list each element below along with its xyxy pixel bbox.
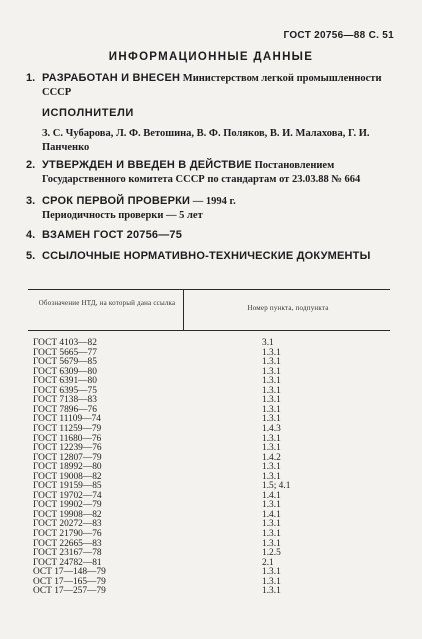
table-row	[33, 339, 353, 348]
section-1	[26, 71, 398, 100]
ntd-designation: ГОСТ 6391—80	[33, 376, 97, 387]
clause-number: 1.3.1	[262, 567, 281, 578]
ntd-designation: ГОСТ 19902—79	[33, 500, 102, 511]
section-number: 5.	[26, 250, 36, 262]
clause-number: 1.3.1	[262, 395, 281, 406]
table-row	[33, 444, 353, 453]
table-top-rule	[28, 289, 390, 290]
table-row	[33, 549, 353, 558]
ntd-designation: ГОСТ 6309—80	[33, 366, 97, 377]
section-text-line2: Периодичность проверки — 5 лет	[42, 210, 203, 221]
table-header-designation: Обозначение НТД, на который дана ссылка	[38, 299, 176, 307]
table-header-clause: Номер пункта, подпункта	[247, 304, 329, 312]
ntd-designation: ГОСТ 19008—82	[33, 471, 102, 482]
ntd-designation: ГОСТ 6395—75	[33, 385, 97, 396]
ntd-designation: ГОСТ 11109—74	[33, 414, 101, 425]
ntd-designation: ОСТ 17—257—79	[33, 586, 106, 597]
clause-number: 3.1	[262, 338, 274, 348]
section-3	[26, 194, 398, 223]
clause-number: 1.4.3	[262, 423, 281, 434]
clause-number: 1.3.1	[262, 433, 281, 444]
clause-number: 1.3.1	[262, 385, 281, 396]
executors-text: З. С. Чубарова, Л. Ф. Ветошина, В. Ф. Поляков, В. И. Малахова, Г. И. Панченко	[42, 128, 370, 153]
section-text: Министерством легкой промышленности СССР	[42, 73, 382, 98]
clause-number: 1.3.1	[262, 366, 281, 377]
ntd-designation: ГОСТ 11680—76	[33, 433, 102, 444]
ntd-designation: ГОСТ 19159—85	[33, 481, 102, 492]
section-5	[26, 249, 398, 264]
clause-number: 1.3.1	[262, 471, 281, 482]
ntd-designation: ГОСТ 7138—83	[33, 395, 97, 406]
ntd-designation: ГОСТ 12239—76	[33, 443, 102, 454]
table-row	[33, 463, 353, 472]
table-column-divider	[183, 289, 184, 330]
ntd-designation: ГОСТ 11259—79	[33, 423, 102, 434]
section-number: 1.	[26, 72, 36, 84]
section-lead: РАЗРАБОТАН И ВНЕСЕН	[42, 72, 181, 84]
clause-number: 1.3.1	[262, 586, 281, 597]
clause-number: 2.1	[262, 557, 274, 568]
executors-heading: ИСПОЛНИТЕЛИ	[42, 107, 134, 119]
ntd-designation: ГОСТ 24782—81	[33, 557, 102, 568]
ntd-designation: ГОСТ 18992—80	[33, 462, 102, 473]
clause-number: 1.4.1	[262, 490, 281, 501]
section-lead: СРОК ПЕРВОЙ ПРОВЕРКИ	[42, 195, 191, 207]
clause-number: 1.3.1	[262, 347, 281, 358]
table-header-rule	[28, 330, 390, 331]
clause-number: 1.3.1	[262, 357, 281, 368]
ntd-designation: ГОСТ 20272—83	[33, 519, 102, 530]
ntd-designation: ГОСТ 5679—85	[33, 357, 97, 368]
ntd-designation: ГОСТ 21790—76	[33, 529, 102, 539]
clause-number: 1.3.1	[262, 538, 281, 549]
ntd-designation: ГОСТ 22665—83	[33, 538, 102, 549]
table-row	[33, 530, 353, 539]
ntd-designation: ОСТ 17—165—79	[33, 576, 106, 587]
page-title: ИНФОРМАЦИОННЫЕ ДАННЫЕ	[108, 51, 314, 63]
ntd-designation: ГОСТ 5665—77	[33, 347, 97, 358]
table-row	[33, 587, 353, 596]
clause-number: 1.3.1	[262, 376, 281, 387]
section-lead: ВЗАМЕН ГОСТ 20756—75	[42, 229, 183, 241]
ntd-designation: ГОСТ 7896—76	[33, 404, 97, 415]
clause-number: 1.3.1	[262, 443, 281, 454]
section-text: Постановлением Государственного комитета СССР по стандартам от 23.03.88 № 664	[42, 160, 361, 185]
ntd-designation: ГОСТ 4103—82	[33, 338, 97, 348]
clause-number: 1.3.1	[262, 576, 281, 587]
section-text: — 1994 г.	[190, 196, 236, 207]
clause-number: 1.2.5	[262, 548, 281, 559]
clause-number: 1.3.1	[262, 500, 281, 511]
ntd-designation: ОСТ 17—148—79	[33, 567, 106, 578]
table-row	[33, 377, 353, 386]
section-number: 3.	[26, 195, 36, 207]
section-lead: УТВЕРЖДЕН И ВВЕДЕН В ДЕЙСТВИЕ	[42, 159, 252, 171]
ntd-designation: ГОСТ 23167—78	[33, 548, 102, 559]
clause-number: 1.4.2	[262, 452, 281, 463]
clause-number: 1.3.1	[262, 414, 281, 425]
table-row	[33, 425, 353, 434]
clause-number: 1.3.1	[262, 462, 281, 473]
ntd-designation: ГОСТ 19702—74	[33, 490, 102, 501]
executors-list	[42, 127, 394, 155]
ntd-designation: ГОСТ 19908—82	[33, 509, 102, 520]
clause-number: 1.3.1	[262, 519, 281, 530]
section-number: 2.	[26, 159, 36, 171]
clause-number: 1.3.1	[262, 404, 281, 415]
section-number: 4.	[26, 229, 36, 241]
clause-number: 1.3.1	[262, 529, 281, 539]
table-row	[33, 358, 353, 367]
page-header: ГОСТ 20756—88 С. 51	[283, 30, 394, 41]
table-row	[33, 568, 353, 577]
ntd-designation: ГОСТ 12807—79	[33, 452, 102, 463]
section-2	[26, 158, 398, 187]
clause-number: 1.5; 4.1	[262, 481, 291, 492]
section-4	[26, 228, 398, 243]
clause-number: 1.4.1	[262, 509, 281, 520]
section-lead: ССЫЛОЧНЫЕ НОРМАТИВНО-ТЕХНИЧЕСКИЕ ДОКУМЕНТЫ	[42, 250, 371, 262]
